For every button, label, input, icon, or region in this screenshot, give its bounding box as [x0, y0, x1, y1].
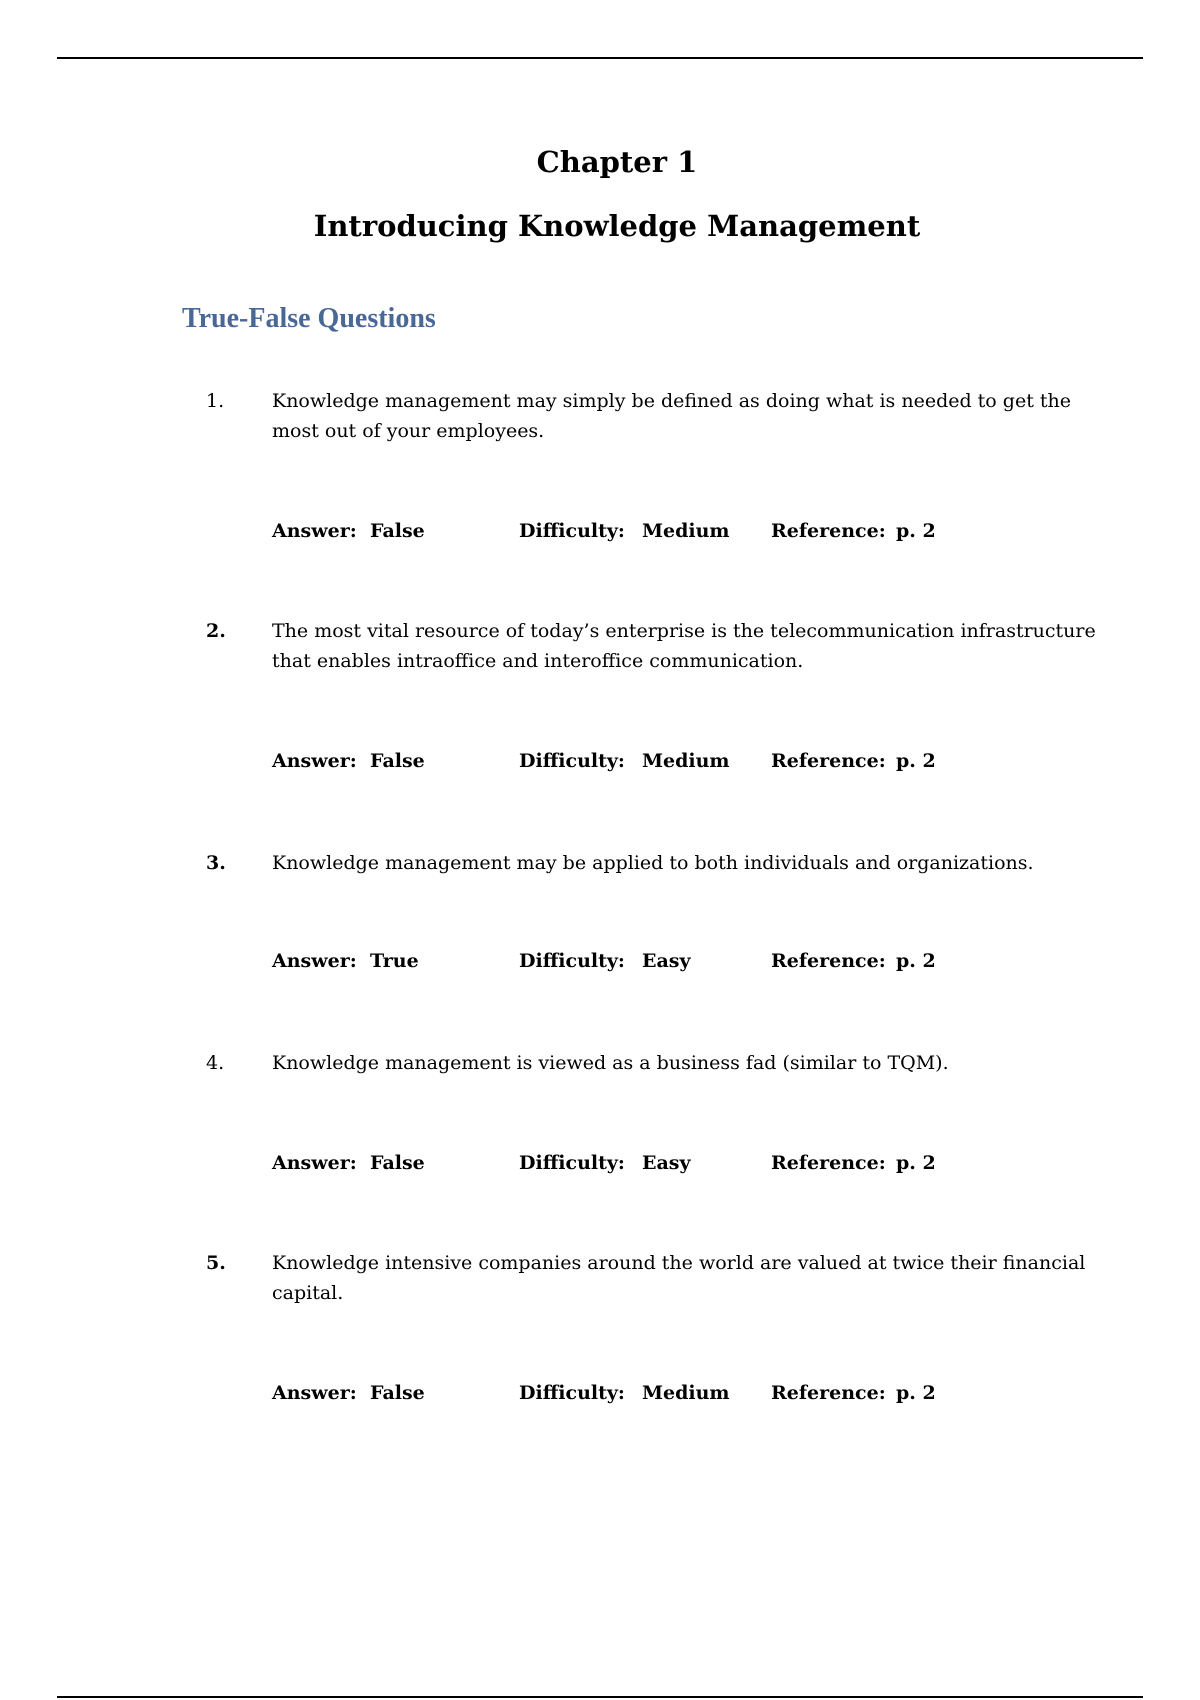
question-number: 5. [206, 1252, 226, 1274]
reference-label: Reference: [771, 520, 886, 542]
reference-value: p. 2 [896, 1152, 936, 1174]
reference-label: Reference: [771, 1382, 886, 1404]
question-meta [272, 946, 1172, 976]
answer-label: Answer: [272, 1382, 357, 1404]
difficulty-value: Easy [642, 1152, 691, 1174]
difficulty-value: Medium [642, 1382, 730, 1404]
question-text: Knowledge management may be applied to both individuals and organizations. [272, 852, 1034, 874]
difficulty-value: Medium [642, 750, 730, 772]
answer-value: False [370, 520, 425, 542]
question-meta [272, 516, 1172, 546]
answer-label: Answer: [272, 1152, 357, 1174]
reference-value: p. 2 [896, 1382, 936, 1404]
reference-value: p. 2 [896, 750, 936, 772]
chapter-subtitle: Introducing Knowledge Management [313, 209, 921, 243]
question-text: The most vital resource of today’s enterprise is the telecommunication infrastructure that enables intraoffice and interoffice communication. [272, 620, 1096, 672]
footer-rule [57, 1696, 1143, 1698]
answer-value: True [370, 950, 419, 972]
answer-value: False [370, 1382, 425, 1404]
difficulty-label: Difficulty: [519, 750, 625, 772]
answer-value: False [370, 1152, 425, 1174]
chapter-title: Chapter 1 [536, 145, 698, 179]
answer-label: Answer: [272, 520, 357, 542]
answer-value: False [370, 750, 425, 772]
question-text: Knowledge management may simply be defined as doing what is needed to get the most out of your employees. [272, 390, 1071, 442]
section-heading: True-False Questions [182, 303, 436, 334]
question-text: Knowledge management is viewed as a business fad (similar to TQM). [272, 1052, 949, 1074]
question-number: 3. [206, 852, 226, 874]
difficulty-label: Difficulty: [519, 1152, 625, 1174]
difficulty-label: Difficulty: [519, 950, 625, 972]
answer-label: Answer: [272, 950, 357, 972]
difficulty-label: Difficulty: [519, 1382, 625, 1404]
reference-value: p. 2 [896, 950, 936, 972]
question-text: Knowledge intensive companies around the world are valued at twice their financial capital. [272, 1252, 1086, 1304]
question-number: 2. [206, 620, 226, 642]
question-number: 4. [206, 1052, 225, 1074]
reference-value: p. 2 [896, 520, 936, 542]
question-number: 1. [206, 390, 225, 412]
difficulty-label: Difficulty: [519, 520, 625, 542]
answer-label: Answer: [272, 750, 357, 772]
reference-label: Reference: [771, 750, 886, 772]
difficulty-value: Easy [642, 950, 691, 972]
reference-label: Reference: [771, 1152, 886, 1174]
question-meta [272, 1148, 1172, 1178]
reference-label: Reference: [771, 950, 886, 972]
question-meta [272, 746, 1172, 776]
difficulty-value: Medium [642, 520, 730, 542]
question-meta [272, 1378, 1172, 1408]
header-rule [57, 57, 1143, 59]
